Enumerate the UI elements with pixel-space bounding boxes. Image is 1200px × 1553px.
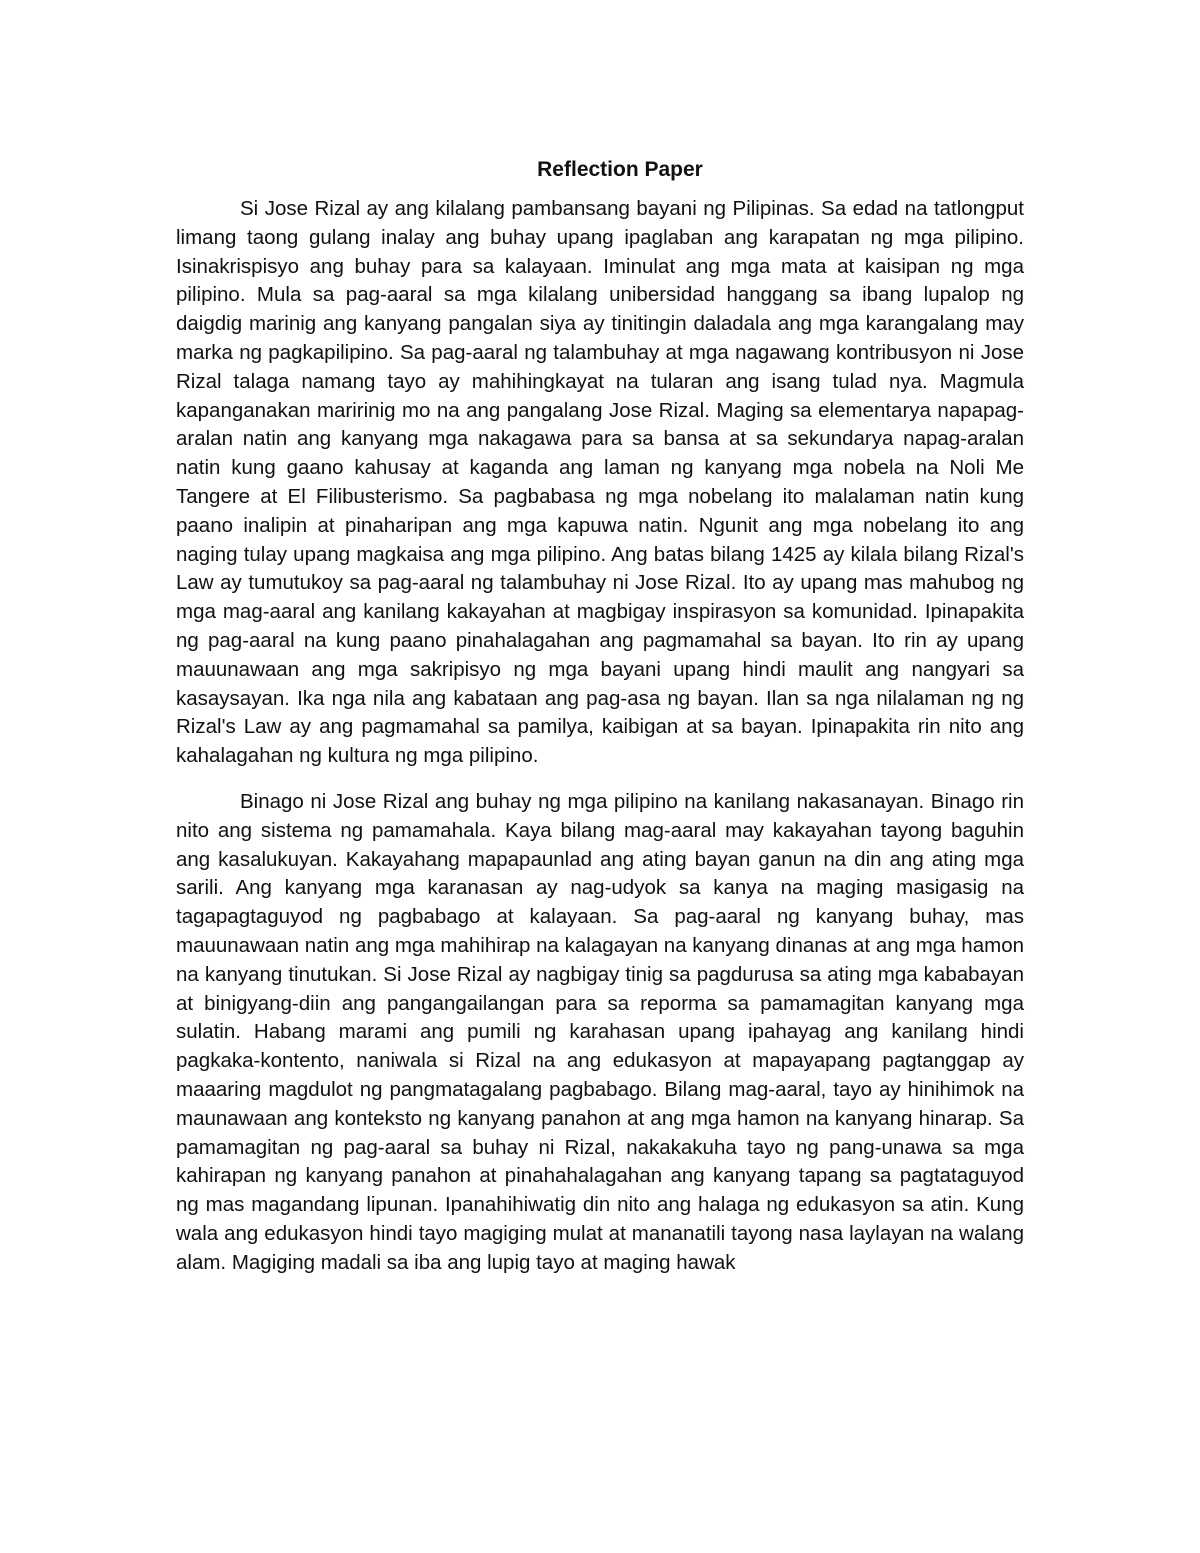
document-title: Reflection Paper	[537, 158, 703, 181]
paragraph-1: Si Jose Rizal ay ang kilalang pambansang bayani ng Pilipinas. Sa edad na tatlongput limang taong gulang inalay ang buhay upang ipaglaban ang karapatan ng mga pilipino. Isinakrispisyo ang buhay para sa kalayaan. Iminulat ang mga mata at kaisipan ng mga pilipino. Mula sa pag-aaral sa mga kilalang unibersidad hanggang sa ibang lupalop ng daigdig marinig ang kanyang pangalan siya ay tinitingin daladala ang mga karangalang may marka ng pagkapilipino. Sa pag-aaral ng talambuhay at mga nagawang kontribusyon ni Jose Rizal talaga namang tayo ay mahihingkayat na tularan ang isang tulad nya. Magmula kapanganakan maririnig mo na ang pangalang Jose Rizal. Maging sa elementarya napapag-aralan natin ang kanyang mga nakagawa para sa bansa at sa sekundarya napag-aralan natin kung gaano kahusay at kaganda ang laman ng kanyang mga nobela na Noli Me Tangere at El Filibusterismo. Sa pagbabasa ng mga nobelang ito malalaman natin kung paano inalipin at pinaharipan ang mga kapuwa natin. Ngunit ang mga nobelang ito ang naging tulay upang magkaisa ang mga pilipino. Ang batas bilang 1425 ay kilala bilang Rizal's Law ay tumutukoy sa pag-aaral ng talambuhay ni Jose Rizal. Ito ay upang mas mahubog ng mga mag-aaral ang kanilang kakayahan at magbigay inspirasyon sa komunidad. Ipinapakita ng pag-aaral na kung paano pinahalagahan ang pagmamahal sa bayan. Ito rin ay upang mauunawaan ang mga sakripisyo ng mga bayani upang hindi maulit ang nangyari sa kasaysayan. Ika nga nila ang kabataan ang pag-asa ng bayan. Ilan sa nga nilalaman ng ng Rizal's Law ay ang pagmamahal sa pamilya, kaibigan at sa bayan. Ipinapakita rin nito ang kahalagahan ng kultura ng mga pilipino.	[176, 197, 1024, 768]
document-body	[176, 155, 1024, 1277]
paragraph-2: Binago ni Jose Rizal ang buhay ng mga pilipino na kanilang nakasanayan. Binago rin nito ang sistema ng pamamahala. Kaya bilang mag-aaral may kakayahan tayong baguhin ang kasalukuyan. Kakayahang mapapaunlad ang ating bayan ganun na din ang ating mga sarili. Ang kanyang mga karanasan ay nag-udyok sa kanya na maging masigasig na tagapagtaguyod ng pagbabago at kalayaan. Sa pag-aaral ng kanyang buhay, mas mauunawaan natin ang mga mahihirap na kalagayan na kanyang dinanas at ang mga hamon na kanyang tinutukan. Si Jose Rizal ay nagbigay tinig sa pagdurusa sa ating mga kababayan at binigyang-diin ang pangangailangan para sa reporma sa pamamagitan kanyang mga sulatin. Habang marami ang pumili ng karahasan upang ipahayag ang kanilang hindi pagkaka-kontento, naniwala si Rizal na ang edukasyon at mapayapang pagtanggap ay maaaring magdulot ng pangmatagalang pagbabago. Bilang mag-aaral, tayo ay hinihimok na maunawaan ang konteksto ng kanyang panahon at ang mga hamon na kanyang hinarap. Sa pamamagitan ng pag-aaral sa buhay ni Rizal, nakakakuha tayo ng pang-unawa sa mga kahirapan ng kanyang panahon at pinahahalagahan ang kanyang tapang sa pagtataguyod ng mas magandang lipunan. Ipanahihiwatig din nito ang halaga ng edukasyon sa atin. Kung wala ang edukasyon hindi tayo magiging mulat at mananatili tayong nasa laylayan na walang alam. Magiging madali sa iba ang lupig tayo at maging hawak	[176, 789, 1024, 1274]
